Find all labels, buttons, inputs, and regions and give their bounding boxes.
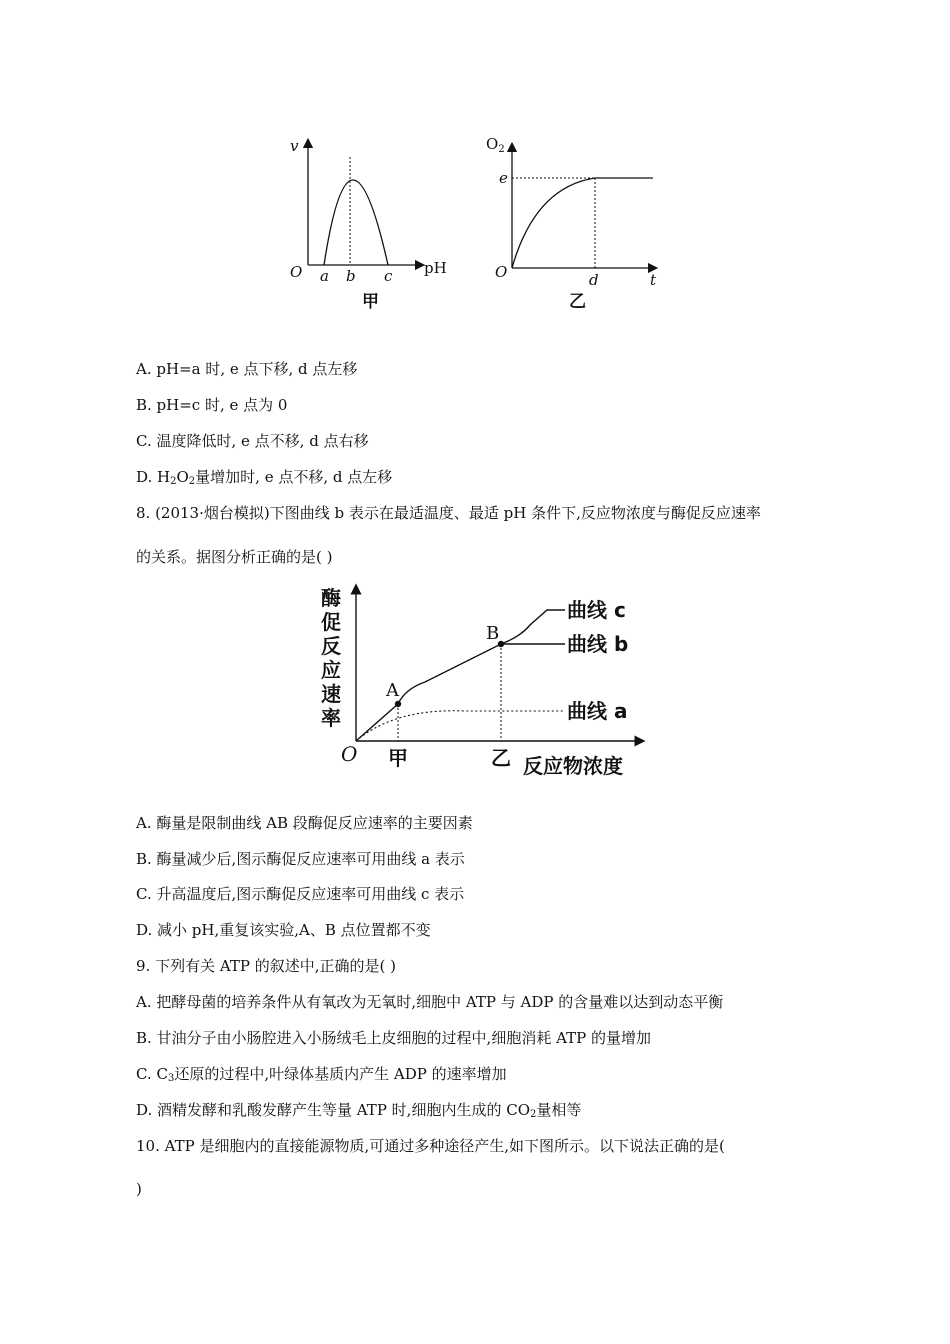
- q9-option-c: C. $C_3$还原的过程中,叶绿体基质内产生 ADP 的速率增加: [136, 1065, 507, 1084]
- figure-jia: [280, 135, 450, 315]
- q8-stem-line2: 的关系。据图分析正确的是( ): [136, 548, 333, 566]
- curve-a-label: 曲线 a: [567, 699, 628, 723]
- figure-yi: [485, 135, 675, 315]
- q8-option-c: C. 升高温度后,图示酶促反应速率可用曲线 c 表示: [136, 885, 465, 903]
- y-label-char-6: 率: [321, 706, 341, 730]
- point-b-label: B: [486, 623, 500, 644]
- origin-label: O: [341, 742, 358, 766]
- tick-d: d: [589, 271, 599, 289]
- q9-option-a: A. 把酵母菌的培养条件从有氧改为无氧时,细胞中 ATP 与 ADP 的含量难以达到动态平衡: [136, 993, 724, 1011]
- y-axis-label: $O_2$: [486, 135, 505, 155]
- q8-option-b: B. 酶量减少后,图示酶促反应速率可用曲线 a 表示: [136, 850, 465, 868]
- q10-stem-line2: ): [136, 1180, 142, 1198]
- o2-curve: [512, 178, 653, 268]
- q7-option-a: A. pH=a 时, e 点下移, d 点左移: [136, 360, 358, 378]
- ph-curve: [324, 180, 388, 265]
- y-label-char-1: 酶: [321, 586, 341, 610]
- q7-option-c: C. 温度降低时, e 点不移, d 点右移: [136, 432, 369, 450]
- q8-stem-line1: 8. (2013·烟台模拟)下图曲线 b 表示在最适温度、最适 pH 条件下,反应物浓度与酶促反应速率: [136, 504, 761, 522]
- y-label-char-2: 促: [321, 610, 341, 634]
- q8-option-a: A. 酶量是限制曲线 AB 段酶促反应速率的主要因素: [136, 814, 473, 832]
- point-a-dot: [395, 701, 401, 707]
- y-label-char-5: 速: [321, 682, 341, 706]
- tick-a: a: [320, 267, 329, 285]
- q9-option-b: B. 甘油分子由小肠腔进入小肠绒毛上皮细胞的过程中,细胞消耗 ATP 的量增加: [136, 1029, 651, 1047]
- curve-b-label: 曲线 b: [567, 632, 629, 656]
- curve-c: [356, 610, 565, 741]
- figure-enzyme-rate: [315, 583, 675, 783]
- x-axis-label: t: [650, 271, 657, 289]
- q7-option-d: D. $H_2O_2$量增加时, e 点不移, d 点左移: [136, 468, 393, 487]
- q10-stem-line1: 10. ATP 是细胞内的直接能源物质,可通过多种途径产生,如下图所示。以下说法正确的是(: [136, 1137, 725, 1155]
- tick-c: c: [384, 267, 393, 285]
- q7-option-b: B. pH=c 时, e 点为 0: [136, 396, 288, 414]
- x-tick-yi: 乙: [491, 746, 511, 770]
- point-a-label: A: [386, 680, 399, 701]
- y-label-char-3: 反: [321, 634, 341, 658]
- curve-c-label: 曲线 c: [567, 598, 626, 622]
- tick-b: b: [346, 267, 356, 285]
- origin-label: O: [290, 263, 303, 281]
- y-axis-label: v: [290, 137, 299, 155]
- y-label-char-4: 应: [321, 658, 341, 682]
- q8-option-d: D. 减小 pH,重复该实验,A、B 点位置都不变: [136, 921, 431, 939]
- origin-label: O: [495, 263, 508, 281]
- curve-a: [356, 711, 565, 741]
- x-axis-label: 反应物浓度: [523, 754, 623, 778]
- q9-option-d: D. 酒精发酵和乳酸发酵产生等量 ATP 时,细胞内生成的 $CO_2$量相等: [136, 1101, 582, 1120]
- x-tick-jia: 甲: [388, 746, 408, 770]
- level-e-label: e: [499, 169, 508, 187]
- q9-stem: 9. 下列有关 ATP 的叙述中,正确的是( ): [136, 957, 396, 975]
- x-axis-label: pH: [424, 259, 447, 277]
- caption-yi: 乙: [569, 292, 586, 312]
- caption-jia: 甲: [362, 292, 379, 312]
